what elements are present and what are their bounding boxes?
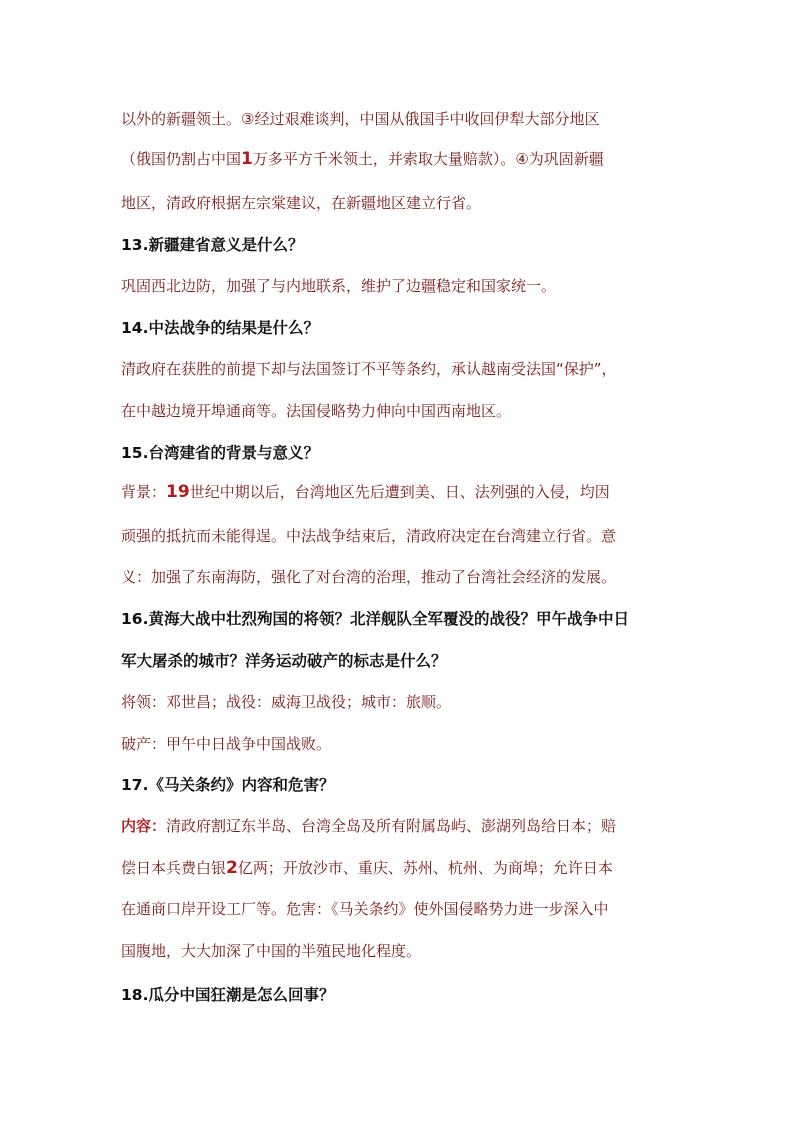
question-heading — [121, 607, 629, 629]
text-line — [121, 733, 331, 754]
question-heading — [121, 983, 334, 1005]
text-line — [121, 566, 616, 587]
question-heading — [121, 233, 303, 255]
text-span: 13.新疆建省意义是什么？ — [121, 236, 304, 254]
text-line — [121, 192, 481, 213]
text-span: 国腹地，大大加深了中国的半殖民地化程度。 — [121, 942, 422, 960]
text-span: 地区，清政府根据左宗棠建议，在新疆地区建立行省。 — [121, 194, 482, 212]
text-span: 万多平方千米领土，并索取大量赔款）。④为巩固新疆 — [252, 150, 604, 168]
text-span: 清政府在获胜的前提下却与法国签订不平等条约，承认越南受法国“保护”， — [121, 360, 617, 378]
text-line — [121, 857, 613, 878]
text-span: 军大屠杀的城市？洋务运动破产的标志是什么？ — [121, 652, 447, 670]
number-highlight: 1 — [241, 149, 253, 169]
text-span: 18.瓜分中国狂潮是怎么回事？ — [121, 986, 335, 1004]
question-heading — [121, 773, 334, 795]
text-line — [121, 108, 599, 129]
text-line — [121, 940, 421, 961]
text-span: 顽强的抵抗而未能得逞。中法战争结束后，清政府决定在台湾建立行省。意 — [121, 527, 617, 545]
text-line — [121, 815, 616, 836]
text-span: 义：加强了东南海防，强化了对台湾的治理，推动了台湾社会经济的发展。 — [121, 568, 617, 586]
text-span: 14.中法战争的结果是什么？ — [121, 319, 319, 337]
text-span: 在中越边境开埠通商等。法国侵略势力伸向中国西南地区。 — [121, 402, 512, 420]
text-span: 巩固西北边防，加强了与内地联系，维护了边疆稳定和国家统一。 — [121, 277, 557, 295]
text-span: 以外的新疆领土。③经过艰难谈判，中国从俄国手中收回伊犁大部分地区 — [121, 110, 600, 128]
text-span: 15.台湾建省的背景与意义？ — [121, 444, 319, 462]
text-span: 17.《马关条约》内容和危害？ — [121, 776, 335, 794]
text-line — [121, 148, 604, 169]
text-span: 16.黄海大战中壮烈殉国的将领？北洋舰队全军覆没的战役？甲午战争中日 — [121, 610, 629, 628]
question-heading — [121, 649, 447, 671]
number-highlight: 19 — [166, 482, 190, 502]
question-heading — [121, 441, 319, 463]
text-span: 破产：甲午中日战争中国战败。 — [121, 735, 332, 753]
text-line — [121, 525, 616, 546]
text-span: 亿两；开放沙市、重庆、苏州、杭州、为商埠；允许日本 — [237, 859, 613, 877]
text-line — [121, 400, 511, 421]
text-line — [121, 691, 451, 712]
number-highlight: 2 — [226, 858, 238, 878]
keyword-highlight: 内容： — [121, 817, 167, 835]
text-line — [121, 358, 617, 379]
text-span: 清政府割辽东半岛、台湾全岛及所有附属岛屿、澎湖列岛给日本；赔 — [166, 817, 617, 835]
question-heading — [121, 316, 319, 338]
text-span: （俄国仍割占中国 — [121, 150, 242, 168]
text-line — [121, 275, 556, 296]
text-span: 将领：邓世昌；战役：威海卫战役；城市：旅顺。 — [121, 693, 452, 711]
text-span: 偿日本兵费白银 — [121, 859, 227, 877]
text-line — [121, 898, 609, 919]
text-span: 在通商口岸开设工厂等。危害：《马关条约》使外国侵略势力进一步深入中 — [121, 900, 609, 918]
text-span: 世纪中期以后，台湾地区先后遭到美、日、法列强的入侵，均因 — [189, 483, 610, 501]
text-line — [121, 481, 610, 502]
text-span: 背景： — [121, 483, 167, 501]
